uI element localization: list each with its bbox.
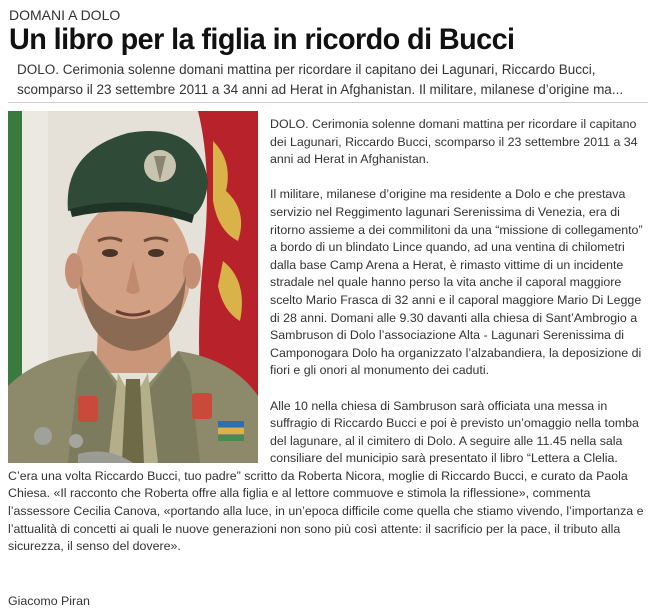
divider — [8, 102, 648, 103]
article-kicker: DOMANI A DOLO — [9, 7, 121, 23]
article-paragraph: Alle 10 nella chiesa di Sambruson sarà officiata una messa in suffragio di Riccardo Bucci e poi è previsto un’omaggio nella tomba del lagunare, al il cimitero di Dolo. A seguire alle 11.45 nella sala consiliare del municipio sarà presentato il libro “Lettera a Clelia. C’era una volta Riccardo Bucci, tuo padre” scritto da Roberta Nicora, moglie di Riccardo Bucci, e curato da Paola Chiesa. «Il racconto che Roberta offre alla figlia e al lettore commuove e stimola la riflessione», commenta l’assessore Cecilia Canova, «portando alla luce, in un’epoca difficile come quella che stiamo vivendo, l’importanza e l’attualità di concetti ai quali le nuove generazioni non sono più così attente: il sacrificio per la pace, il tributo alla sicurezza, il senso del dovere». — [8, 398, 644, 554]
article-paragraph: DOLO. Cerimonia solenne domani mattina per ricordare il capitano dei Lagunari, Riccardo Bucci, scomparso il 23 settembre 2011 a 34 anni ad Herat in Afghanistan. — [270, 117, 638, 167]
article-headline[interactable]: Un libro per la figlia in ricordo di Bucci — [9, 23, 515, 56]
photo-spacer — [8, 116, 270, 463]
article-summary: DOLO. Cerimonia solenne domani mattina per ricordare il capitano dei Lagunari, Riccardo Bucci, scomparso il 23 settembre 2011 a 34 anni ad Herat in Afghanistan. Il militare, milanese d’origine ma... — [17, 62, 624, 97]
article-paragraph: Il militare, milanese d’origine ma residente a Dolo e che prestava servizio nel Reggimento lagunari Serenissima di Venezia, era di ritorno assieme a dei commilitoni da una “missione di collegamento” a bordo di un blindato Lince quando, ad una ventina di chilometri dalla base Camp Arena a Herat, è rimasto vittime di un incidente stradale nel quale hanno perso la vita anche il caporal maggiore scelto Mario Frasca di 32 anni e il caporal maggiore Mario Di Legge di 28 anni. Domani alle 9.30 davanti alla chiesa di Sant’Ambrogio a Sambruson di Dolo l’associazione Alta - Lagunari Serenissima di Camponogara Dolo ha organizzato l’alzabandiera, la deposizione di fiori e gli onori al monumento dei caduti. — [270, 187, 643, 378]
article-body — [8, 116, 648, 573]
article-byline: Giacomo Piran — [8, 594, 90, 608]
